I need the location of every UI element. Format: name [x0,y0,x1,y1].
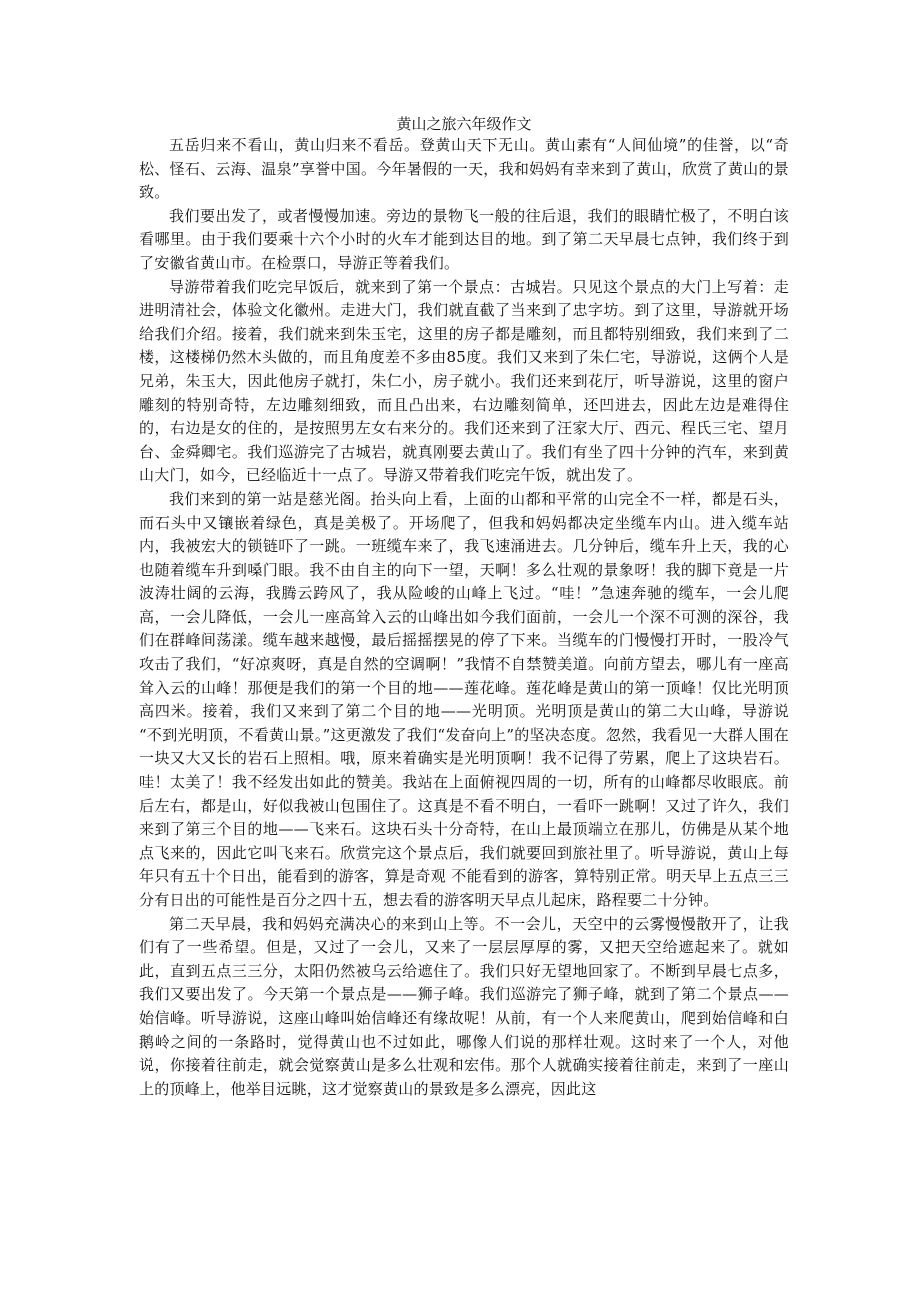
paragraph-5: 第二天早晨，我和妈妈充满决心的来到山上等。不一会儿，天空中的云雾慢慢散开了，让我们有了一些希望。但是，又过了一会儿，又来了一层层厚厚的雾，又把天空给遮起来了。就如此，直到五点三三分，太阳仍然被乌云给遮住了。我们只好无望地回家了。不断到早晨七点多，我们又要出发了。今天第一个景点是——狮子峰。我们巡游完了狮子峰，就到了第二个景点——始信峰。听导游说，这座山峰叫始信峰还有缘故呢！从前，有一个人来爬黄山，爬到始信峰和白鹅岭之间的一条路时，觉得黄山也不过如此，哪像人们说的那样壮观。这时来了一个人，对他说，你接着往前走，就会觉察黄山是多么壮观和宏伟。那个人就确实接着往前走，来到了一座山上的顶峰上，他举目远眺，这才觉察黄山的景致是多么漂亮，因此这 [139,914,789,1098]
paragraph-2: 我们要出发了，或者慢慢加速。旁边的景物飞一般的往后退，我们的眼睛忙极了，不明白该看哪里。由于我们要乘十六个小时的火车才能到达目的地。到了第二天早晨七点钟，我们终于到了安徽省黄山市。在检票口，导游正等着我们。 [139,206,789,272]
document-page [139,114,789,1294]
document-title: 黄山之旅六年级作文 [396,115,532,133]
paragraph-3: 导游带着我们吃完早饭后，就来到了第一个景点：古城岩。只见这个景点的大门上写着：走进明清社会，体验文化徽州。走进大门，我们就直截了当来到了忠字坊。到了这里，导游就开场给我们介绍。接着，我们就来到朱玉宅，这里的房子都是雕刻，而且都特别细致，我们来到了二楼，这楼梯仍然木头做的，而且角度差不多由85度。我们又来到了朱仁宅，导游说，这俩个人是兄弟，朱玉大，因此他房子就打，朱仁小，房子就小。我们还来到花厅，听导游说，这里的窗户雕刻的特别奇特，左边雕刻细致，而且凸出来，右边雕刻简单，还凹进去，因此左边是难得住的，右边是女的住的，是按照男左女右来分的。我们还来到了汪家大厅、西元、程氏三宅、望月台、金舜卿宅。我们巡游完了古城岩，就真刚要去黄山了。我们有坐了四十分钟的汽车，来到黄山大门，如今，已经临近十一点了。导游又带着我们吃完午饭，就出发了。 [139,277,789,485]
paragraph-1: 五岳归来不看山，黄山归来不看岳。登黄山天下无山。黄山素有“人间仙境”的佳誉，以“奇松、怪石、云海、温泉”享誉中国。今年暑假的一天，我和妈妈有幸来到了黄山，欣赏了黄山的景致。 [139,136,789,202]
paragraph-4: 我们来到的第一站是慈光阁。抬头向上看，上面的山都和平常的山完全不一样，都是石头，而石头中又镶嵌着绿色，真是美极了。开场爬了，但我和妈妈都决定坐缆车内山。进入缆车站内，我被宏大的锁链吓了一跳。一班缆车来了，我飞速涌进去。几分钟后，缆车升上天，我的心也随着缆车升到嗓门眼。我不由自主的向下一望，天啊！多么壮观的景象呀！我的脚下竟是一片波涛壮阔的云海，我腾云跨风了，我从险峻的山峰上飞过。“哇！”急速奔驰的缆车，一会儿爬高，一会儿降低，一会儿一座高耸入云的山峰出如今我们面前，一会儿一个深不可测的深谷，我们在群峰间荡漾。缆车越来越慢，最后摇摇摆晃的停了下来。当缆车的门慢慢打开时，一股冷气攻击了我们，“好凉爽呀，真是自然的空调啊！”我情不自禁赞美道。向前方望去，哪儿有一座高耸入云的山峰！那便是我们的第一个目的地——莲花峰。莲花峰是黄山的第一顶峰！仅比光明顶高四米。接着，我们又来到了第二个目的地——光明顶。光明顶是黄山的第二大山峰，导游说 “不到光明顶，不看黄山景。”这更激发了我们“发奋向上”的坚决态度。忽然，我看见一大群人围在一块又大又长的岩石上照相。哦，原来着确实是光明顶啊！我不记得了劳累，爬上了这块岩石。哇！太美了！我不经发出如此的赞美。我站在上面俯视四周的一切，所有的山峰都尽收眼底。前后左右，都是山，好似我被山包围住了。这真是不看不明白，一看吓一跳啊！又过了许久，我们来到了第三个目的地——飞来石。这块石头十分奇特，在山上最顶端立在那儿，仿佛是从某个地点飞来的，因此它叫飞来石。欣赏完这个景点后，我们就要回到旅社里了。听导游说，黄山上每年只有五十个日出，能看到的游客，算是奇观 不能看到的游客，算特别正常。明天早上五点三三分有日出的可能性是百分之四十五，想去看的游客明天早点儿起床，路程要二十分钟。 [139,489,789,909]
